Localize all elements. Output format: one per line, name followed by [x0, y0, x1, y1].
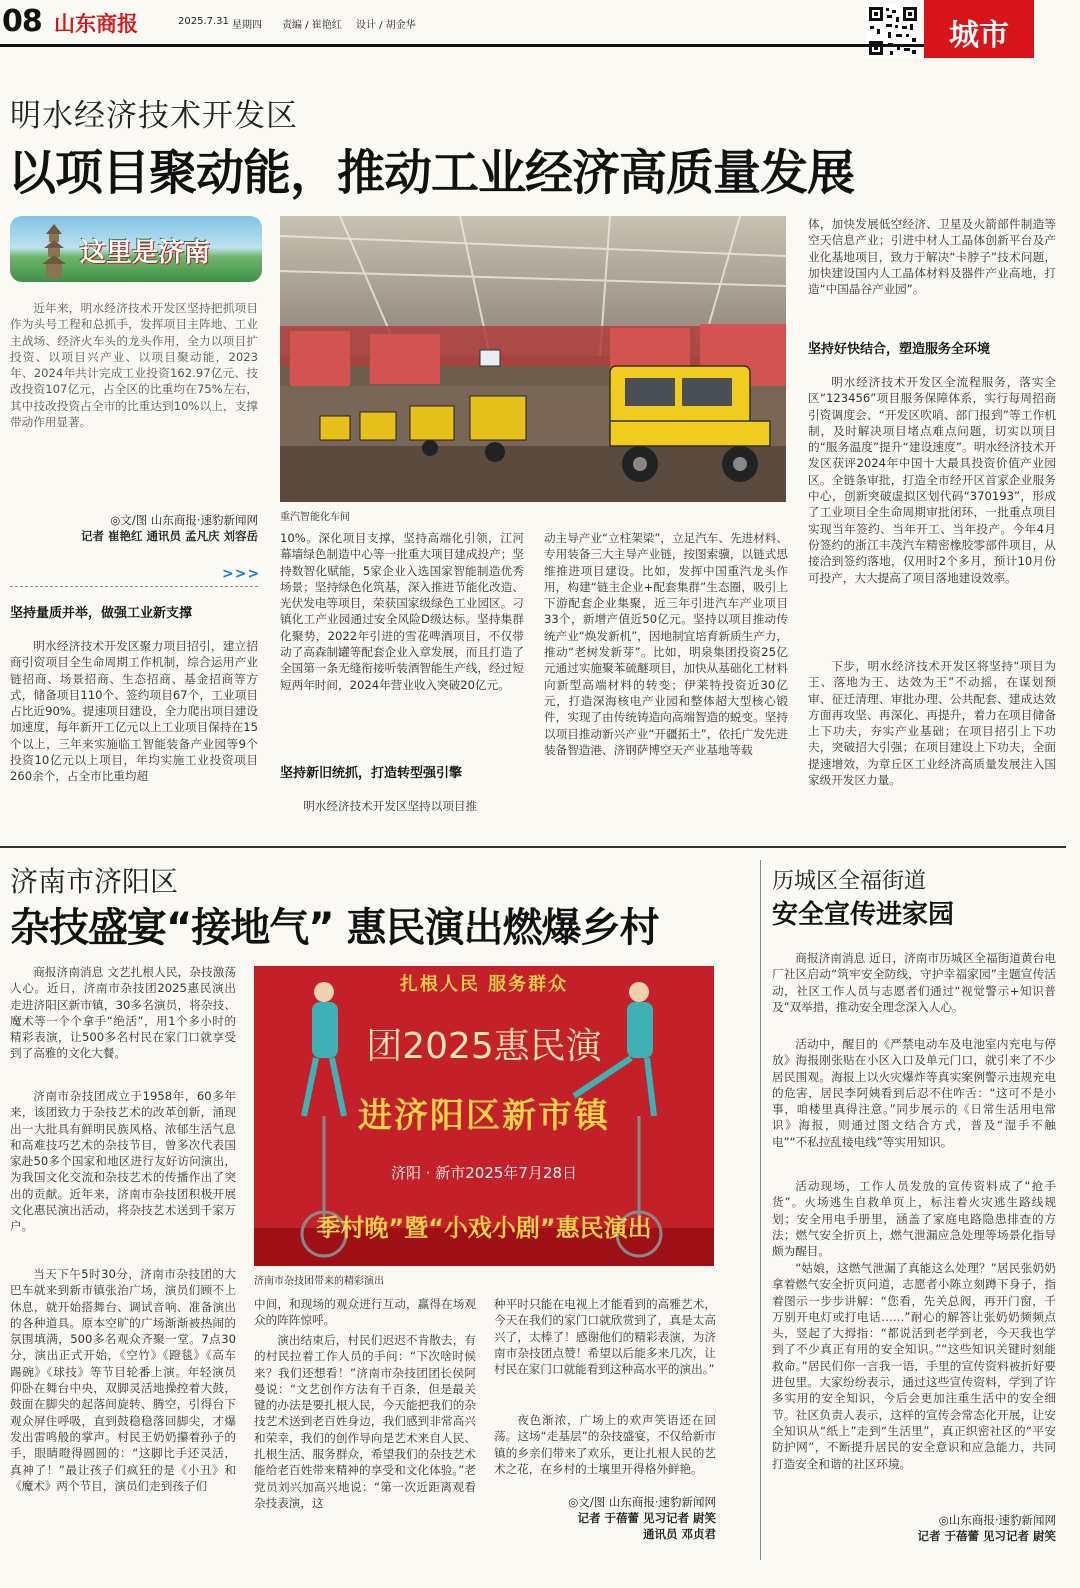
article3-credit-1: ◎山东商报·速豹新闻网	[938, 1513, 1056, 1527]
article1-para-5: 体，加快发展低空经济、卫星及火箭部件制造等空天信息产业；引进中材人工晶体创新平台及产业化基地项目，致力于解决“卡脖子”技术问题，加快建设国内人工晶体材料及器件产业高地，打造“中国晶谷产业园”。	[808, 217, 1056, 297]
banner-line-4: 季村晚”暨“小戏小剧”惠民演出	[316, 1214, 652, 1242]
article3-para-3: 活动现场，工作人员发放的宣传资料成了“抢手货”。火场逃生自救单页上，标注着火灾逃生路线规划；安全用电手册里，涵盖了家庭电路隐患排查的方法；燃气安全折页上，燃气泄漏应急处理等场景化指导颇为醒目。	[772, 1179, 1056, 1259]
article1-kicker: 明水经济技术开发区	[10, 98, 298, 134]
article3-kicker: 历城区全福街道	[772, 869, 927, 894]
article3-para-4: “姑娘，这燃气泄漏了真能这么处理？”居民张奶奶拿着燃气安全折页问道，志愿者小陈立刻蹲下身子，指着图示一步步讲解：“您看，先关总阀，再开门窗，千万别开电灯或打电话……”耐心的解答让张奶奶频频点头，竖起了大拇指：“都说活到老学到老，今天我也学到了不少真正有用的安全知识。”“这些知识关键时刻能救命。”居民们你一言我一语，手里的宣传资料被折好要进包里。大家纷纷表示，通过这些宣传资料，学到了许多实用的安全知识，今后会更加注重生活中的安全细节。社区负责人表示，这样的宣传会常态化开展，让安全知识从“纸上”走到“生活里”，真正织密社区的“平安防护网”，不断提升居民的安全意识和应急能力，共同打造安全和谐的社区环境。	[772, 1261, 1056, 1471]
article3-headline: 安全宣传进家园	[772, 900, 955, 930]
section-tab	[924, 0, 1034, 58]
article2-para-1: 商报济南消息 文艺扎根人民，杂技激荡人心。近日，济南市杂技团2025惠民演出走进济阳区新市镇，30多名演员，将杂技、魔术等一个个拿手“绝活”，用1个多小时的精彩表演，让500多名村民在家门口就享受到了高雅的文化大餐。	[10, 965, 236, 1061]
designer-credit: 设计 / 胡金华	[356, 20, 416, 31]
factory-photo-caption: 重汽智能化车间	[280, 512, 350, 523]
article1-subhead-1: 坚持量质并举，做强工业新支撑	[10, 606, 193, 621]
paper-name: 山东商报	[54, 12, 138, 36]
article3-credit-2: 记者 于蓓蕾 见习记者 尉笑	[917, 1529, 1056, 1543]
vertical-divider	[760, 860, 761, 1560]
factory-photo-illustration	[280, 216, 786, 502]
article1-intro: 近年来，明水经济技术开发区坚持把抓项目作为头号工程和总抓手，发挥项目主阵地、工业主战场、经济火车头的龙头作用，全力以项目扩投资、以项目兴产业、以项目聚动能，2023年、2024年共计完成工业投资162.97亿元、技改投资107亿元，占全区的比重均在75%左右，其中技改投资占全市的比重达到10%以上，支撑带动作用显著。	[10, 301, 258, 430]
page-number: 08	[2, 4, 42, 39]
article1-credit-2: 记者 崔艳红 通讯员 孟凡庆 刘容岳	[80, 529, 258, 543]
article1-para-4: 动主导产业“立柱架梁”，立足汽车、先进材料、专用装备三大主导产业链，按图索骥，以链式思维推进项目建设。比如，发挥中国重汽龙头作用，构建“链主企业+配套集群”生态圈，吸引上下游配套企业集聚，近三年引进汽车产业项目33个，新增产值近50亿元。坚持以项目推动传统产业“焕发新机”，因地制宜培育新质生产力，推动“老树发新芽”。比如，明泉集团投资25亿元通过实施聚苯硫醚项目，加快从基础化工材料向新型高端材料的转变；伊莱特投资近30亿元，打造深海核电产业园和整体超大型核心锻件，实现了由传统铸造向高端智造的蜕变。坚持以项目推动新兴产业“开疆拓土”，依托广发先进装备智造港、济钢萨博空天产业基地等载	[544, 531, 788, 757]
banner-line-1: 扎根人民 服务群众	[399, 974, 569, 995]
article1-para-6: 明水经济技术开发区全流程服务，落实全区“123456”项目服务保障体系，实行每周招商引资调度会、“开发区吹哨、部门报到”等工作机制，及时解决项目堵点难点问题，切实以项目的“服务温度”提升“建设速度”。明水经济技术开发区获评2024年中国十大最具投资价值产业园区。全链条审批，打造全市经开区首家企业服务中心，创新突破虚拟区划代码“370193”，形成了工业项目全生命周期审批闭环，一批重点项目实现当年签约、当年开工、当年投产。今年4月份签约的浙江丰茂汽车精密橡胶零部件项目，从接洽到签约落地，仅用时2个多月，预计10月份可投产，大大提高了项目落地建设效率。	[808, 375, 1056, 585]
article2-credit-3: 通讯员 邓贞君	[642, 1527, 716, 1541]
article2-para-5: 演出结束后，村民们迟迟不肯散去，有的村民拉着工作人员的手问：“下次啥时候来？我们还想看！”济南市杂技团团长侯阿曼说：“文艺创作方法有千百条，但是最关键的办法是要扎根人民，今天能把我们的杂技艺术送到老百姓身边，我们感到非常高兴和荣幸，我们的创作导向是艺术来自人民、扎根生活、服务群众，希望我们的杂技艺术能给老百姓带来精神的享受和文化体验。”老党员刘兴加高兴地说：“第一次近距离观看杂技表演，这	[254, 1333, 476, 1510]
article3-para-2: 活动中，醒目的《严禁电动车及电池室内充电与停放》海报刚张贴在小区入口及单元门口，就引来了不少居民围观。海报上以火灾爆炸等真实案例警示违规充电的危害，居民李阿姨看到后忍不住咋舌：“这可不是小事，咱楼里真得注意。”同步展示的《日常生活用电常识》海报，则通过图文结合方式，普及“湿手不触电”“不私拉乱接电线”等实用知识。	[772, 1037, 1056, 1149]
issue-date: 2025.7.31	[178, 16, 229, 27]
jinan-banner	[10, 216, 262, 282]
article2-credit-1: ◎文/图 山东商报·速豹新闻网	[568, 1495, 716, 1509]
acrobat-photo	[254, 966, 714, 1266]
dotted-divider	[10, 586, 258, 587]
article3-para-1: 商报济南消息 近日，济南市历城区全福街道黄台电厂社区启动“筑牢安全防线，守护幸福家园”主题宣传活动，社区工作人员与志愿者们通过“视觉警示+知识普及”双举措，推动安全理念深入人心。	[772, 951, 1056, 1014]
banner-line-2: 团2025惠民演	[366, 1026, 602, 1067]
banner-line-3: 进济阳区新市镇	[358, 1096, 610, 1136]
more-arrows: >>>	[222, 566, 261, 582]
article2-kicker: 济南市济阳区	[10, 865, 179, 898]
article1-para-7: 下步，明水经济技术开发区将坚持“项目为王、落地为王、达效为王”不动摇，在谋划预审、征迁清理、审批办理、公共配套、建成达效方面再攻坚、再深化、再提升，着力在项目储备上下功夫，夯实产业基础；在项目招引上下功夫，突破招大引强；在项目建设上下功夫，全面提速增效，为章丘区工业经济高质量发展注入国家级开发区力量。	[808, 659, 1056, 788]
section-label: 城市	[949, 18, 1009, 53]
issue-weekday: 星期四	[232, 20, 262, 31]
article1-para-1: 明水经济技术开发区聚力项目招引，建立招商引资项目全生命周期工作机制，综合运用产业链招商、场景招商、生态招商、基金招商等方式，储备项目110个、签约项目67个，工业项目占比近90%。提速项目建设，全力爬出项目建设加速度，每年新开工亿元以上工业项目保持在15个以上，三年来实施临工智能装备产业园等9个投资10亿元以上项目，年均实施工业投资项目260余个，占全市比重均超	[10, 639, 258, 784]
article1-para-3: 明水经济技术开发区坚持以项目推	[303, 799, 478, 813]
article2-para-4: 中间，和现场的观众进行互动，赢得在场观众的阵阵惊呼。	[254, 1297, 476, 1328]
article2-headline: 杂技盛宴“接地气” 惠民演出燃爆乡村	[10, 905, 659, 951]
qr-code-icon	[866, 4, 920, 58]
article1-para-2: 10%。深化项目支撑，坚持高端化引领，江河幕墙绿色制造中心等一批重大项目建成投产；坚持数智化赋能，5家企业入选国家智能制造优秀场景；坚持绿色化筑基，深入推进节能化改造、光伏发电等项目，荣获国家级绿色工业园区。刁镇化工产业园通过安全风险D级达标。坚持集群化聚势，2022年引进的雪花啤酒项目，不仅带动了高森制罐等配套企业入章发展，而且打造了全国第一条无缝衔接听装酒智能生产线，经过短短两年时间，2024年营业收入突破20亿元。	[280, 531, 524, 692]
pagoda-icon	[34, 222, 74, 280]
header-rule	[0, 44, 924, 47]
article2-credit-2: 记者 于蓓蕾 见习记者 尉笑	[577, 1511, 716, 1525]
banner-date: 济阳 · 新市2025年7月28日	[390, 1164, 578, 1182]
acrobat-photo-caption: 济南市杂技团带来的精彩演出	[254, 1276, 384, 1287]
article1-subhead-3: 坚持好快结合，塑造服务全环境	[808, 342, 991, 357]
article2-para-3: 当天下午5时30分，济南市杂技团的大巴车就来到新市镇张治广场，演员们顾不上休息，就开始搭舞台、调试音响、准备演出的各种道具。原本空旷的广场渐渐被热闹的氛围填满，500多名观众齐聚一堂。7点30分，演出正式开始，《空竹》《蹬毯》《高车踢碗》《球技》等节目轮番上演。年轻演员仰卧在舞台中央，双脚灵活地操控着大鼓，鼓面在脚尖的起落间旋转、腾空，引得台下观众屏住呼吸，直到鼓稳稳落回脚尖，才爆发出雷鸣般的掌声。村民王奶奶攥着孙子的手，眼睛瞪得圆圆的：“这脚比手还灵活，真神了！”最让孩子们疯狂的是《小丑》和《魔术》两个节目，演员们走到孩子们	[10, 1267, 236, 1493]
article1-headline: 以项目聚动能，推动工业经济高质量发展	[8, 145, 855, 201]
article1-credit-1: ◎文/图 山东商报·速豹新闻网	[110, 513, 258, 527]
editor-credit: 责编 / 崔艳红	[282, 20, 342, 31]
banner-title: 这里是济南	[80, 238, 211, 268]
article2-para-2: 济南市杂技团成立于1958年，60多年来，该团致力于杂技艺术的改革创新，涌现出一大批具有鲜明民族风格、浓郁生活气息和高难技巧艺术的杂技节目，曾多次代表国家赴50多个国家和地区进行友好访问演出，为我国文化交流和杂技艺术的传播作出了突出的贡献。近年来，济南市杂技团积极开展文化惠民演出活动，将杂技艺术送到千家万户。	[10, 1089, 236, 1234]
article1-subhead-2: 坚持新旧统抓，打造转型强引擎	[280, 766, 463, 781]
article2-para-6: 种平时只能在电视上才能看到的高雅艺术，今天在我们的家门口就欣赏到了，真是太高兴了，太棒了！感谢他们的精彩表演，为济南市杂技团点赞！希望以后能多来几次，让村民在家门口就能看到这种高水平的演出。”	[494, 1297, 716, 1377]
article2-para-7: 夜色渐浓，广场上的欢声笑语还在回荡。这场“走基层”的杂技盛宴，不仅给新市镇的乡亲们带来了欢乐，更让扎根人民的艺术之花，在乡村的土壤里开得格外鲜艳。	[494, 1413, 716, 1476]
masthead	[0, 0, 1080, 53]
section-divider	[0, 846, 1066, 848]
factory-photo	[280, 216, 786, 502]
